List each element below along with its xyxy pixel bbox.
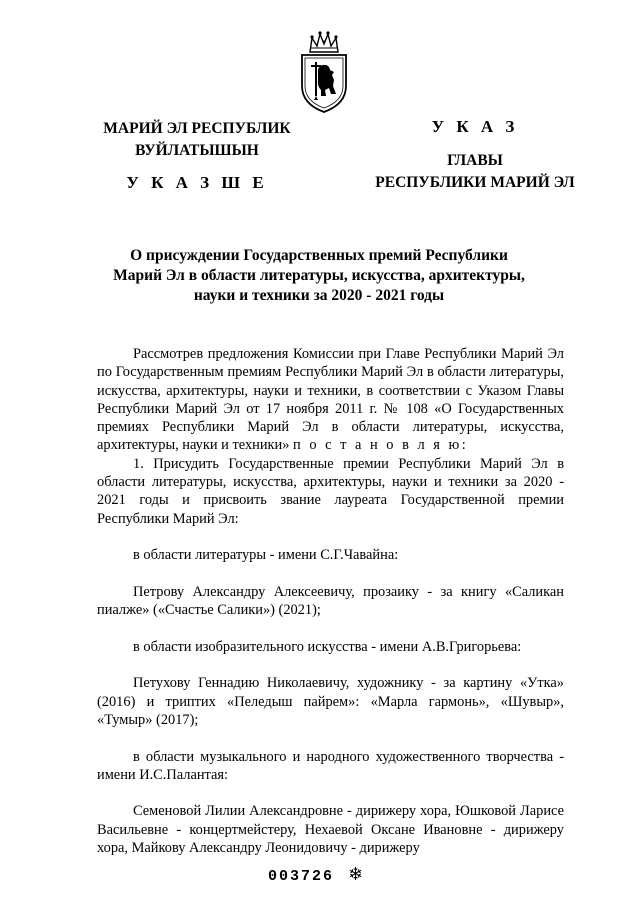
header-right-decree-word: У К А З: [431, 117, 519, 136]
award-music: Семеновой Лилии Александровне - дирижеру хора, Юшковой Ларисе Васильевне - концертмейстеру, Нехаевой Оксане Ивановне - дирижеру хора, Майкову Александру Леонидовичу - дирижеру: [97, 803, 564, 857]
mari-el-coat-of-arms-icon: [296, 28, 352, 114]
item-1-paragraph: 1. Присудить Государственные премии Республики Марий Эл в области литературы, искусства, архитектуры, науки и техники за 2020 - 2021 годы и присвоить звание лауреата Государственной премии Республики Марий Эл:: [97, 455, 564, 527]
header-right-line2: ГЛАВЫ: [447, 152, 503, 169]
serial-number: 003726: [268, 868, 335, 885]
section-music: в области музыкального и народного художественного творчества - имени И.С.Палантая:: [97, 748, 564, 783]
header-left-decree-word: У К А З Ш Е: [126, 173, 268, 192]
section-literature: в области литературы - имени С.Г.Чавайна:: [133, 547, 399, 564]
header-left-block: [86, 118, 308, 194]
header-right-block: [350, 116, 600, 194]
award-literature: Петрову Александру Алексеевичу, прозаику - за книгу «Саликан пиалже» («Счастье Салики») (2021);: [97, 583, 564, 619]
title-line2: Марий Эл в области литературы, искусства, архитектуры,: [113, 267, 525, 284]
snowflake-icon: ❄: [348, 864, 366, 885]
header-right-line3: РЕСПУБЛИКИ МАРИЙ ЭЛ: [375, 174, 575, 191]
decree-title: [100, 246, 538, 306]
title-line3: науки и техники за 2020 - 2021 годы: [193, 287, 445, 304]
header-left-line1: МАРИЙ ЭЛ РЕСПУБЛИК: [103, 120, 291, 137]
title-line1: О присуждении Государственных премий Республики: [130, 247, 508, 264]
preamble-paragraph: [97, 345, 564, 455]
decree-word: п о с т а н о в л я ю:: [293, 437, 469, 454]
decree-body: [97, 345, 564, 857]
preamble-text: Рассмотрев предложения Комиссии при Главе Республики Марий Эл по Государственным премиям Республики Марий Эл в области литературы, искусства, архитектуры, науки и техники, в соответствии с Указом Главы Республики Марий Эл от 17 ноября 2011 г. № 108 «О Государственных премиях Республики Марий Эл в области литературы, искусства, архитектуры, науки и техники»: [97, 346, 564, 454]
header-left-line2: ВУЙЛАТЫШЫН: [135, 142, 259, 159]
footer-serial: [268, 864, 388, 885]
award-art: Петухову Геннадию Николаевичу, художнику - за картину «Утка» (2016) и триптих «Пеледыш пайрем»: «Марла гармонь», «Шувыр», «Тумыр» (2017);: [97, 675, 564, 728]
section-art: в области изобразительного искусства - имени А.В.Григорьева:: [133, 638, 522, 655]
